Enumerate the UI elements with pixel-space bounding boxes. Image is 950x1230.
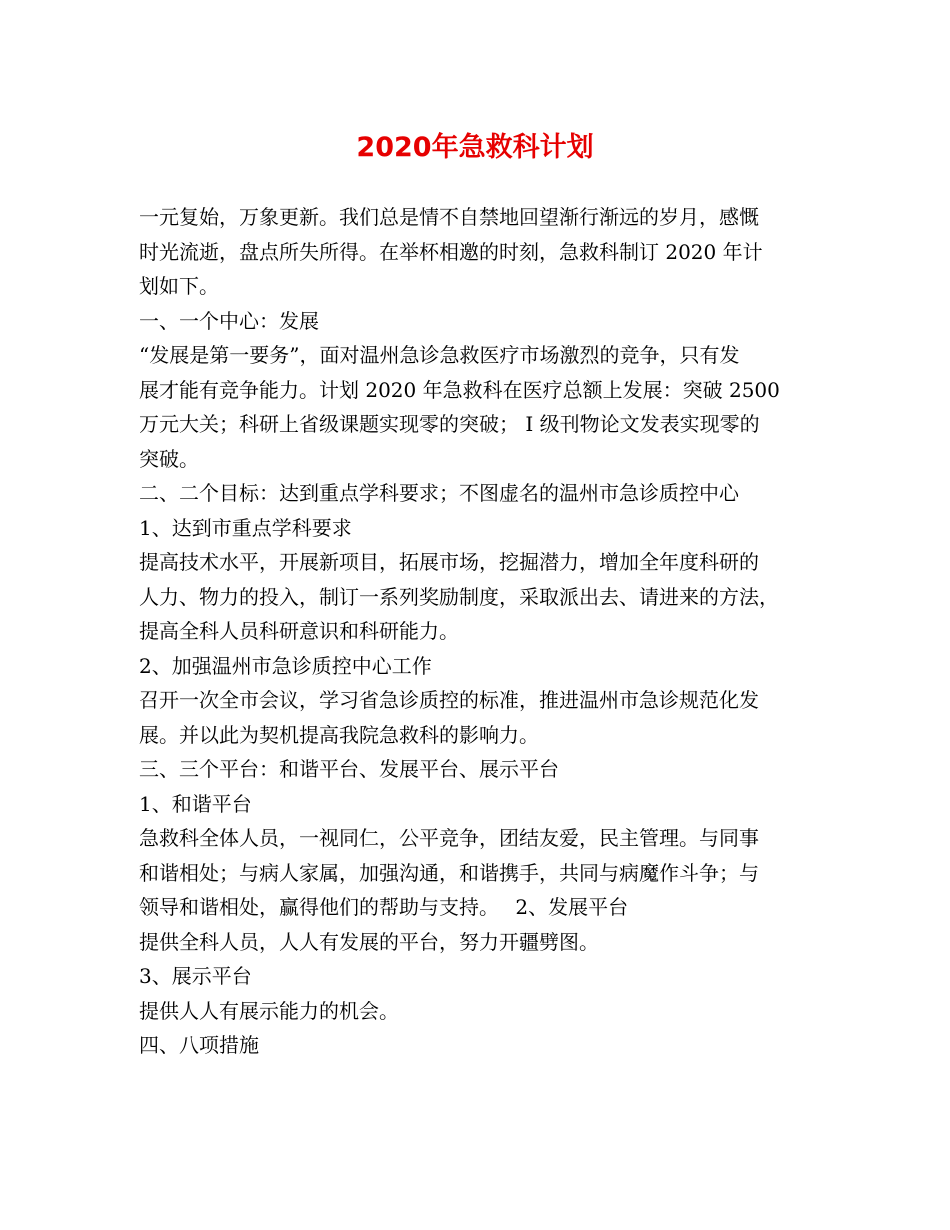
document-body [139,200,829,1063]
body-line: 万元大关；科研上省级课题实现零的突破； I 级刊物论文发表实现零的 [139,412,760,436]
subsection-heading: 1、和谐平台 [139,791,252,816]
body-line: 人力、物力的投入，制订一系列奖励制度，采取派出去、请进来的方法， [139,584,779,609]
body-line: 提高技术水平，开展新项目，拓展市场，挖掘潜力，增加全年度科研的 [139,550,759,574]
section-heading: 二、二个目标：达到重点学科要求；不图虚名的温州市急诊质控中心 [139,481,739,505]
document-title: 2020年急救科计划 [356,132,594,163]
body-line: “发展是第一要务”，面对温州急诊急救医疗市场激烈的竞争，只有发 [139,343,740,367]
body-line: 提供全科人员，人人有发展的平台，努力开疆劈图。 [139,929,599,954]
body-line: 提供人人有展示能力的机会。 [139,998,399,1023]
body-line: 时光流逝，盘点所失所得。在举杯相邀的时刻，急救科制订 2020 年计 [139,239,763,264]
body-line: 和谐相处；与病人家属，加强沟通，和谐携手，共同与病魔作斗争；与 [139,860,759,885]
body-line: 展才能有竞争能力。计划 2020 年急救科在医疗总额上发展：突破 2500 [139,377,780,402]
section-heading: 四、八项措施 [139,1033,259,1057]
section-heading: 一、一个中心：发展 [139,308,319,333]
body-line: 领导和谐相处，赢得他们的帮助与支持。 2、发展平台 [139,895,629,919]
subsection-heading: 1、达到市重点学科要求 [139,515,352,540]
body-line: 急救科全体人员，一视同仁，公平竞争，团结友爱，民主管理。与同事 [139,826,759,850]
subsection-heading: 3、展示平台 [139,964,252,988]
body-line: 提高全科人员科研意识和科研能力。 [139,619,459,643]
body-line: 一元复始，万象更新。我们总是情不自禁地回望渐行渐远的岁月，感慨 [139,205,759,229]
subsection-heading: 2、加强温州市急诊质控中心工作 [139,653,432,678]
body-line: 划如下。 [139,274,219,298]
body-line: 召开一次全市会议，学习省急诊质控的标准，推进温州市急诊规范化发 [139,688,759,712]
section-heading: 三、三个平台：和谐平台、发展平台、展示平台 [139,757,559,781]
body-line: 突破。 [139,446,199,471]
body-line: 展。并以此为契机提高我院急救科的影响力。 [139,722,539,747]
